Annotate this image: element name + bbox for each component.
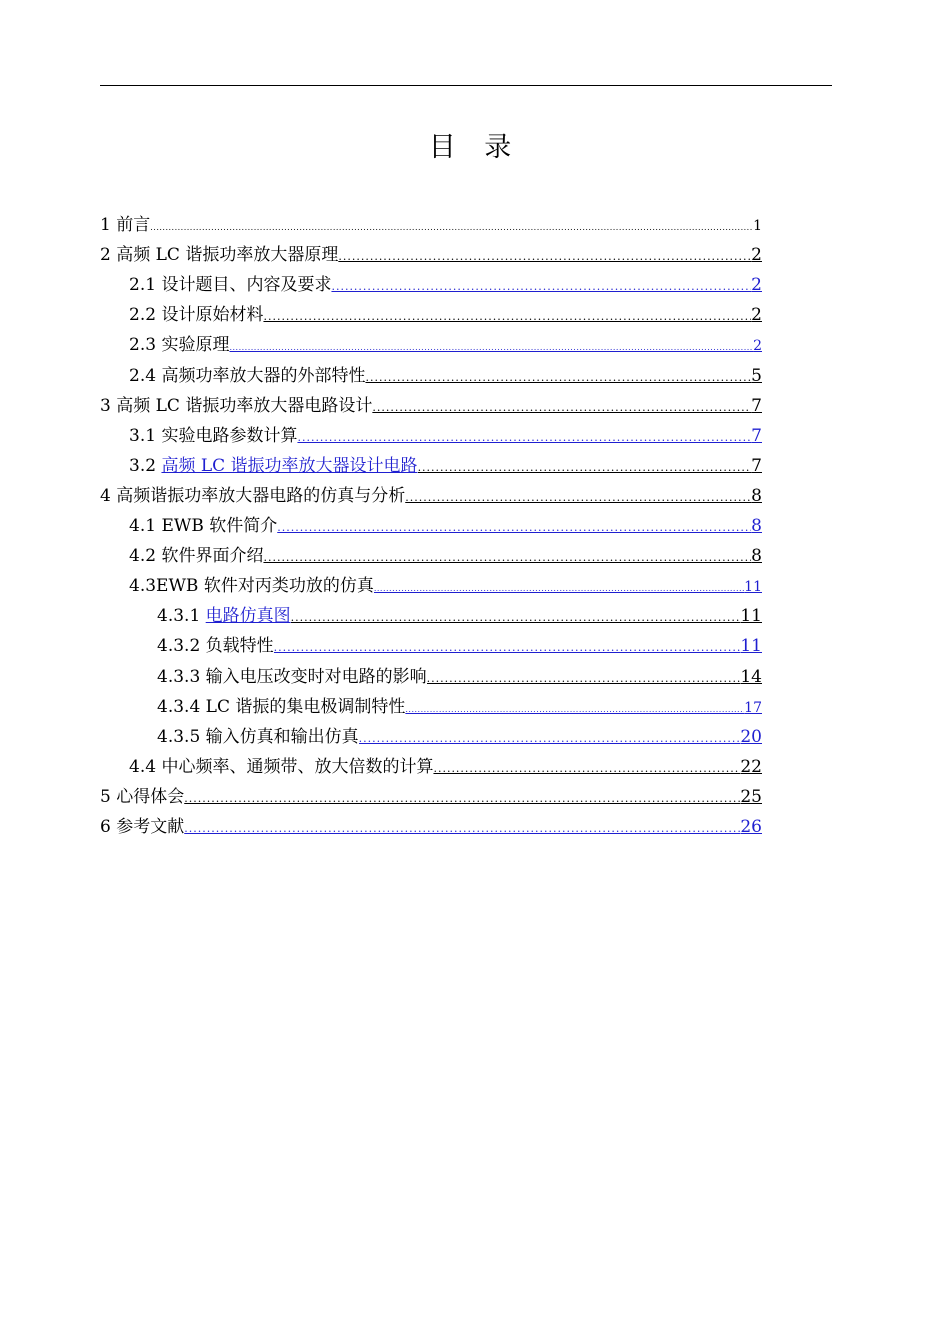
toc-entry-number: 2 <box>100 245 111 266</box>
toc-entry-title <box>129 571 374 601</box>
toc-leader-dots <box>291 611 741 625</box>
toc-leader-group <box>184 782 762 812</box>
toc-page-number[interactable]: 8 <box>751 485 762 506</box>
toc-entry-title <box>100 782 184 812</box>
toc-leader-group <box>427 662 762 692</box>
toc-entry-title <box>157 631 274 661</box>
toc-entry-title <box>100 240 338 270</box>
toc-entry-number: 2.2 <box>129 305 157 326</box>
toc-entry-number: 3 <box>100 395 111 416</box>
toc-entry-label: 输入仿真和输出仿真 <box>205 726 359 747</box>
toc-entry[interactable] <box>100 421 762 451</box>
toc-entry[interactable] <box>100 330 762 360</box>
toc-entry[interactable] <box>100 300 762 330</box>
toc-leader-dots <box>338 250 751 264</box>
toc-entry[interactable] <box>100 692 762 722</box>
toc-entry-title <box>129 270 331 300</box>
toc-page-number[interactable]: 5 <box>751 365 762 386</box>
toc-entry-number: 4.3.3 <box>157 666 201 687</box>
toc-entry[interactable] <box>100 752 762 782</box>
toc-entry-number: 4.3.5 <box>157 726 201 747</box>
toc-leader-dots <box>184 822 740 836</box>
toc-entry[interactable] <box>100 782 762 812</box>
toc-leader-group <box>418 451 762 481</box>
toc-entry[interactable] <box>100 270 762 300</box>
toc-leader-group <box>338 240 762 270</box>
toc-page-number[interactable]: 14 <box>740 666 762 687</box>
toc-leader-dots <box>277 521 751 535</box>
toc-entry[interactable] <box>100 240 762 270</box>
toc-entry-title <box>129 752 433 782</box>
toc-entry-number: 3.2 <box>129 455 157 476</box>
toc-entry-number: 3.1 <box>129 425 157 446</box>
toc-entry-title <box>100 391 372 421</box>
toc-leader-dots <box>374 582 744 596</box>
toc-page-number[interactable]: 2 <box>751 245 762 266</box>
toc-leader-dots <box>405 703 744 717</box>
toc-entry-title <box>157 662 427 692</box>
toc-entry-number: 1 <box>100 215 111 235</box>
toc-entry-label: LC 谐振的集电极调制特性 <box>205 696 406 717</box>
toc-entry-label: 高频谐振功率放大器电路的仿真与分析 <box>116 485 406 506</box>
toc-entry-label: 设计原始材料 <box>161 305 264 326</box>
toc-leader-dots <box>427 672 741 686</box>
toc-entry[interactable] <box>100 541 762 571</box>
toc-entry-title <box>157 722 359 752</box>
toc-leader-dots <box>263 551 751 565</box>
toc-leader-dots <box>331 280 751 294</box>
toc-entry-title <box>129 330 229 360</box>
page-title: 目 录 <box>428 132 522 163</box>
toc-leader-dots <box>418 461 752 475</box>
toc-entry-title <box>129 541 263 571</box>
toc-entry-label: 高频 LC 谐振功率放大器电路设计 <box>116 395 373 416</box>
toc-entry-title <box>129 361 365 391</box>
toc-page-number[interactable]: 2 <box>753 338 762 355</box>
toc-entry-label: 实验原理 <box>161 335 230 356</box>
toc-page-number[interactable]: 7 <box>751 455 762 476</box>
toc-leader-group <box>274 631 762 661</box>
toc-entry[interactable] <box>100 662 762 692</box>
toc-entry-title <box>129 511 277 541</box>
toc-leader-dots <box>229 341 753 355</box>
toc-page-number[interactable]: 2 <box>751 275 762 296</box>
toc-leader-group <box>405 693 762 723</box>
toc-leader-dots <box>372 401 751 415</box>
toc-entry-label: 中心频率、通频带、放大倍数的计算 <box>161 756 434 777</box>
toc-leader-group <box>277 511 762 541</box>
toc-page-number[interactable]: 11 <box>740 606 762 627</box>
toc-leader-group <box>150 211 762 241</box>
toc-entry-label: 参考文献 <box>116 817 185 837</box>
toc-leader-group <box>263 541 762 571</box>
toc-leader-group <box>331 270 762 300</box>
toc-page-number[interactable]: 20 <box>740 726 762 747</box>
toc-entry[interactable] <box>100 361 762 391</box>
toc-entry-title <box>157 601 291 631</box>
toc-entry-title <box>129 300 263 330</box>
toc-entry[interactable] <box>100 451 762 481</box>
toc-entry-label: 高频 LC 谐振功率放大器原理 <box>116 245 339 266</box>
toc-entry-label: 高频功率放大器的外部特性 <box>161 365 366 386</box>
toc-entry-number: 4.3.1 <box>157 606 201 627</box>
toc-entry-number: 4.2 <box>129 546 157 567</box>
toc-page-number[interactable]: 26 <box>740 817 762 837</box>
toc-page-number[interactable]: 8 <box>751 516 762 536</box>
toc-leader-group <box>184 812 762 842</box>
toc-page-number[interactable]: 22 <box>740 756 762 777</box>
toc-entry-title <box>157 692 405 722</box>
toc-entry-number: 2.1 <box>129 275 157 296</box>
toc-entry-title <box>129 421 297 451</box>
toc-leader-group <box>297 421 762 451</box>
toc-entry-label: 负载特性 <box>205 636 274 657</box>
toc-entry-number: 4.4 <box>129 756 157 777</box>
toc-leader-group <box>359 722 762 752</box>
toc-entry-label: 输入电压改变时对电路的影响 <box>205 666 427 687</box>
toc-entry-title <box>129 451 418 481</box>
toc-entry-number: 2.3 <box>129 335 157 356</box>
toc-entry[interactable] <box>100 481 762 511</box>
toc-leader-dots <box>150 221 753 235</box>
toc-entry-number: 2.4 <box>129 365 157 386</box>
toc-leader-dots <box>359 732 741 746</box>
toc-entry[interactable] <box>100 722 762 752</box>
toc-entry-number: 4.3.2 <box>157 636 201 657</box>
toc-leader-group <box>291 601 762 631</box>
toc-leader-group <box>365 361 762 391</box>
toc-entry-title <box>100 210 150 240</box>
toc-page-number[interactable]: 7 <box>751 425 762 446</box>
toc-entry[interactable] <box>100 601 762 631</box>
toc-entry[interactable] <box>100 391 762 421</box>
toc-entry-label: EWB 软件对丙类功放的仿真 <box>156 576 374 597</box>
toc-entry-title <box>100 481 405 511</box>
toc-entry-label[interactable]: 电路仿真图 <box>205 606 291 627</box>
toc-leader-dots <box>297 431 751 445</box>
toc-entry-label: 心得体会 <box>116 786 185 807</box>
toc-entry-number: 4.3.4 <box>157 696 201 717</box>
toc-leader-dots <box>274 641 741 655</box>
toc-entry-number: 5 <box>100 786 111 807</box>
toc-entry-label: 软件界面介绍 <box>161 546 264 567</box>
toc-entry[interactable] <box>100 631 762 661</box>
toc-page-number[interactable]: 8 <box>751 546 762 567</box>
toc-entry-number: 4 <box>100 485 111 506</box>
toc-entry-title <box>100 812 184 842</box>
toc-leader-group <box>433 752 762 782</box>
header-rule <box>100 85 832 86</box>
toc-page-number[interactable]: 17 <box>744 699 762 716</box>
toc-entry[interactable] <box>100 210 762 240</box>
toc-entry-label: EWB 软件简介 <box>161 516 278 536</box>
toc-entry[interactable] <box>100 511 762 541</box>
toc-entry-label: 前言 <box>116 215 151 235</box>
toc-entry-label: 设计题目、内容及要求 <box>161 275 332 296</box>
toc-leader-group <box>372 391 762 421</box>
toc-entry-number: 6 <box>100 817 111 837</box>
toc-leader-dots <box>433 762 740 776</box>
toc-leader-group <box>263 300 762 330</box>
toc-entry-label[interactable]: 高频 LC 谐振功率放大器设计电路 <box>161 455 418 476</box>
toc-page-number[interactable]: 25 <box>740 786 762 807</box>
toc-entry-number: 4.1 <box>129 516 157 536</box>
toc-leader-group <box>374 572 762 602</box>
toc-leader-group <box>229 331 762 361</box>
toc-leader-dots <box>184 792 740 806</box>
toc-page-number[interactable]: 2 <box>751 305 762 326</box>
toc-entry-number: 4.3 <box>129 576 157 597</box>
toc-page-number[interactable]: 1 <box>753 218 762 234</box>
toc-leader-dots <box>365 371 751 385</box>
toc-page-number[interactable]: 11 <box>740 636 762 657</box>
toc-page-number[interactable]: 7 <box>751 395 762 416</box>
toc-entry[interactable] <box>100 812 762 842</box>
toc-entry[interactable] <box>100 571 762 601</box>
toc-entry-label: 实验电路参数计算 <box>161 425 298 446</box>
toc-page-number[interactable]: 11 <box>744 579 762 596</box>
toc-leader-dots <box>263 310 751 324</box>
toc-leader-group <box>405 481 762 511</box>
toc-leader-dots <box>405 491 751 505</box>
